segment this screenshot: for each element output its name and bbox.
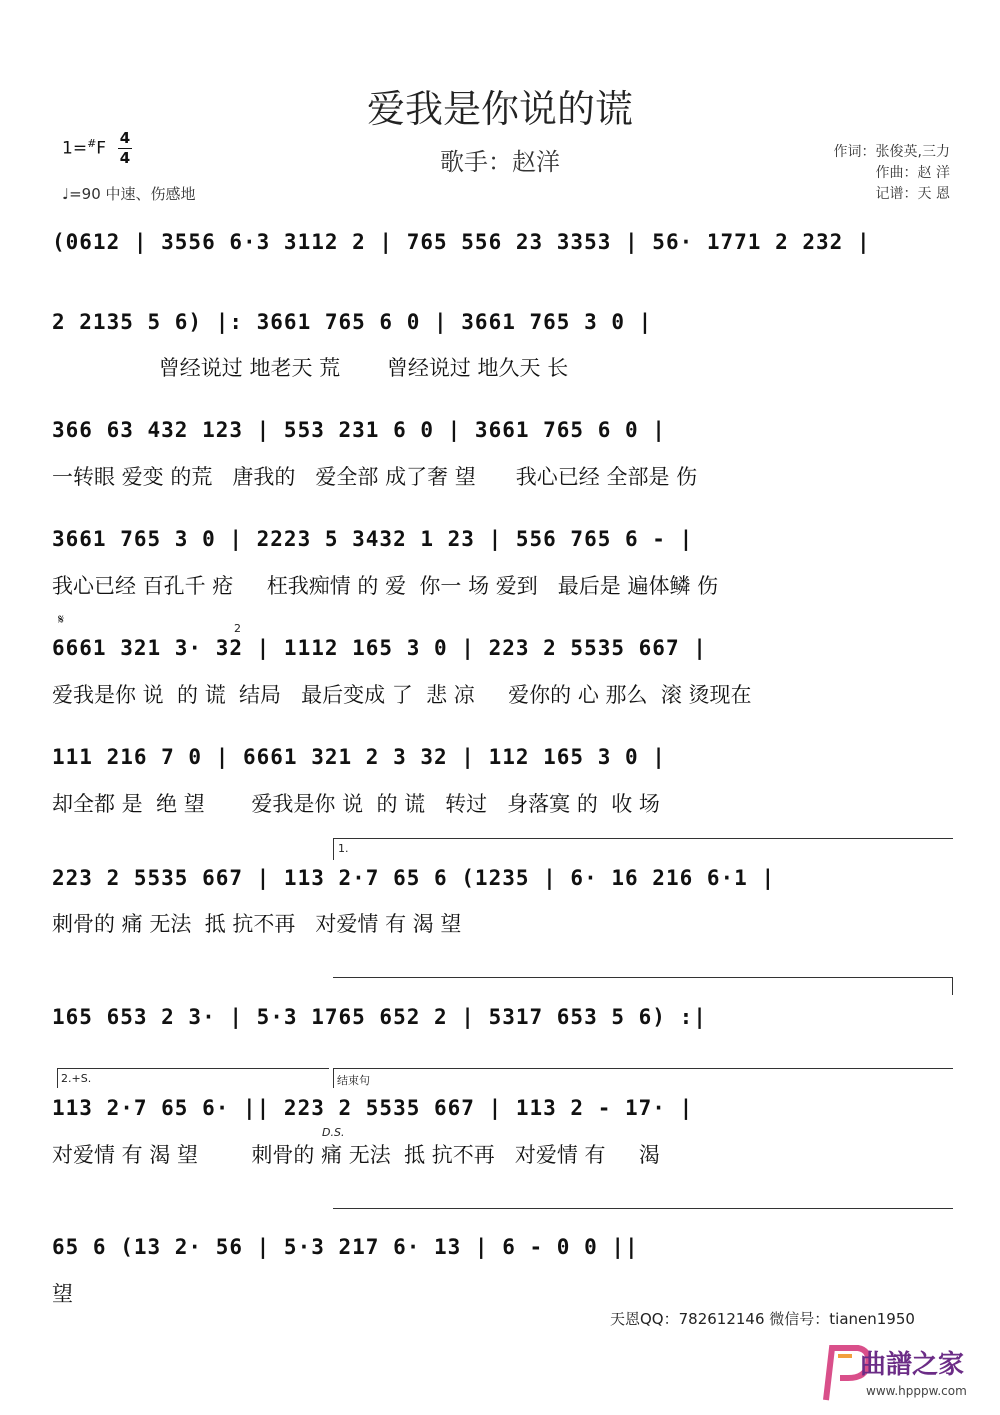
volta-2-label: 2.+S.	[61, 1072, 92, 1085]
key-signature	[62, 137, 106, 159]
notation-row-1: (0612 | 3556 6·3 3112 2 | 765 556 23 3353 | 56· 1771 2 232 |	[52, 230, 871, 254]
meter-bottom: 4	[119, 149, 131, 167]
notation-row-8: 165 653 2 3· | 5·3 1765 652 2 | 5317 653 5 6) :|	[52, 1005, 707, 1029]
credits-block	[834, 142, 950, 205]
key-sharp: #	[87, 137, 97, 150]
notation-row-5: 6661 321 3· 32 | 1112 165 3 0 | 223 2 5535 667 |	[52, 636, 707, 660]
lyric-row-6: 却全都 是 绝 望 爱我是你 说 的 谎 转过 身落寞 的 收 场	[52, 792, 660, 816]
lyric-row-2: 曾经说过 地老天 荒 曾经说过 地久天 长	[52, 356, 569, 380]
ending-label: 结束句	[337, 1074, 370, 1087]
logo-text: 曲譜之家	[860, 1350, 965, 1380]
footer-contact: 天恩QQ：782612146 微信号：tianen1950	[610, 1310, 915, 1328]
segno-mark: 𝄋	[58, 612, 65, 628]
lyricist-credit: 作词：张俊英,三力	[833, 144, 950, 160]
singer-label: 歌手：赵洋	[440, 148, 560, 176]
lyric-row-4: 我心已经 百孔千 疮 枉我痴情 的 爱 你一 场 爱到 最后是 遍体鳞 伤	[52, 574, 719, 598]
key-note: F	[96, 138, 107, 159]
quarter-note-icon: ♩	[62, 185, 70, 203]
notation-row-6: 111 216 7 0 | 6661 321 2 3 32 | 112 165 3 0 |	[52, 745, 666, 769]
notation-row-7: 223 2 5535 667 | 113 2·7 65 6 (1235 | 6· 16 216 6·1 |	[52, 866, 776, 890]
lyric-row-10: 望	[52, 1282, 73, 1306]
time-signature	[118, 130, 132, 167]
composer-credit: 作曲：赵 洋	[875, 165, 950, 181]
volta-1-line-cont	[333, 977, 953, 978]
ds-mark: D.S.	[322, 1126, 345, 1139]
tempo-marking	[62, 183, 196, 204]
song-title: 爱我是你说的谎	[366, 87, 633, 131]
lyric-row-5: 爱我是你 说 的 谎 结局 最后变成 了 悲 凉 爱你的 心 那么 滚 烫现在	[52, 683, 752, 707]
meter-top: 4	[119, 129, 131, 147]
notation-row-10: 65 6 (13 2· 56 | 5·3 217 6· 13 | 6 - 0 0 ||	[52, 1235, 639, 1259]
notation-row-3: 366 63 432 123 | 553 231 6 0 | 3661 765 6 0 |	[52, 418, 666, 442]
notation-row-4: 3661 765 3 0 | 2223 5 3432 1 23 | 556 765 6 - |	[52, 527, 694, 551]
volta-1-label: 1.	[338, 842, 349, 855]
lyric-row-9: 对爱情 有 渴 望 刺骨的 痛 无法 抵 抗不再 对爱情 有 渴	[52, 1143, 660, 1167]
lyric-row-3: 一转眼 爱变 的荒 唐我的 爱全部 成了奢 望 我心已经 全部是 伤	[52, 465, 698, 489]
lyric-row-7: 刺骨的 痛 无法 抵 抗不再 对爱情 有 渴 望	[52, 912, 462, 936]
volta-1-line	[333, 838, 953, 839]
grace-note: 2	[234, 622, 241, 635]
volta-1-bracket	[333, 838, 334, 860]
ending-line-cont	[333, 1208, 953, 1209]
notation-row-2: 2 2135 5 6) |: 3661 765 6 0 | 3661 765 3 0 |	[52, 310, 653, 334]
ending-bracket	[333, 1068, 334, 1088]
volta-2-bracket	[57, 1068, 58, 1088]
notation-row-9: 113 2·7 65 6· || 223 2 5535 667 | 113 2 - 17· |	[52, 1096, 694, 1120]
volta-2-line	[57, 1068, 329, 1069]
volta-1-end	[952, 977, 953, 995]
logo-url: www.hpppw.com	[866, 1384, 967, 1398]
transcriber-credit: 记谱：天 恩	[875, 186, 950, 202]
key-label: 1=	[62, 138, 88, 159]
tempo-text: =90 中速、伤感地	[69, 185, 196, 203]
ending-line	[333, 1068, 953, 1069]
